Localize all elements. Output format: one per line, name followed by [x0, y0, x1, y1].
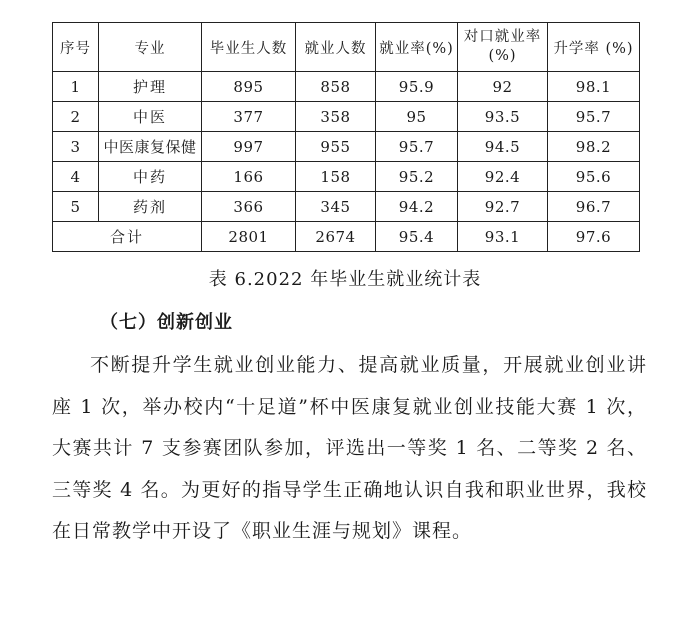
cell-no: 3	[53, 132, 99, 162]
cell-further-study-rate: 95.7	[548, 102, 640, 132]
cell-employment-rate: 94.2	[376, 192, 458, 222]
cell-no: 4	[53, 162, 99, 192]
table-row	[53, 102, 640, 132]
employment-stats-table	[52, 22, 640, 252]
cell-major: 中医	[99, 102, 202, 132]
header-match-rate: 对口就业率 (%)	[458, 23, 548, 72]
table-caption: 表 6.2022 年毕业生就业统计表	[208, 269, 482, 290]
cell-total-match-rate: 93.1	[458, 222, 548, 252]
cell-match-rate: 93.5	[458, 102, 548, 132]
cell-graduates: 895	[202, 72, 296, 102]
cell-match-rate: 92.7	[458, 192, 548, 222]
cell-no: 5	[53, 192, 99, 222]
cell-employed: 955	[296, 132, 376, 162]
cell-major: 中医康复保健	[99, 132, 202, 162]
cell-total-employment-rate: 95.4	[376, 222, 458, 252]
cell-employed: 345	[296, 192, 376, 222]
cell-total-further-study-rate: 97.6	[548, 222, 640, 252]
cell-major: 药剂	[99, 192, 202, 222]
cell-match-rate: 92	[458, 72, 548, 102]
cell-employment-rate: 95.9	[376, 72, 458, 102]
table-row	[53, 132, 640, 162]
cell-total-graduates: 2801	[202, 222, 296, 252]
table-total-row	[53, 222, 640, 252]
cell-major: 护理	[99, 72, 202, 102]
cell-further-study-rate: 95.6	[548, 162, 640, 192]
header-graduates: 毕业生人数	[202, 23, 296, 72]
cell-total-employed: 2674	[296, 222, 376, 252]
header-employment-rate: 就业率(%)	[376, 23, 458, 72]
table-row	[53, 72, 640, 102]
body-paragraph: 不断提升学生就业创业能力、提高就业质量，开展就业创业讲座 1 次，举办校内“十足道”杯中医康复就业创业技能大赛 1 次，大赛共计 7 支参赛团队参加，评选出一等奖 1 名、二等奖 2 名、三等奖 4 名。为更好的指导学生正确地认识自我和职业世界，我校在日常教学中开设了《职业生涯与规划》课程。	[52, 354, 647, 543]
table-row	[53, 162, 640, 192]
cell-further-study-rate: 98.2	[548, 132, 640, 162]
cell-employed: 858	[296, 72, 376, 102]
cell-graduates: 166	[202, 162, 296, 192]
header-no: 序号	[53, 23, 99, 72]
cell-graduates: 997	[202, 132, 296, 162]
cell-no: 2	[53, 102, 99, 132]
cell-employment-rate: 95	[376, 102, 458, 132]
header-major: 专业	[99, 23, 202, 72]
cell-graduates: 377	[202, 102, 296, 132]
header-further-study-rate: 升学率 (%)	[548, 23, 640, 72]
cell-employment-rate: 95.2	[376, 162, 458, 192]
cell-major: 中药	[99, 162, 202, 192]
cell-total-label: 合计	[53, 222, 202, 252]
table-header-row	[53, 23, 640, 72]
cell-no: 1	[53, 72, 99, 102]
cell-employed: 358	[296, 102, 376, 132]
cell-match-rate: 94.5	[458, 132, 548, 162]
header-employed: 就业人数	[296, 23, 376, 72]
cell-employment-rate: 95.7	[376, 132, 458, 162]
cell-match-rate: 92.4	[458, 162, 548, 192]
cell-graduates: 366	[202, 192, 296, 222]
section-heading: （七）创新创业	[100, 312, 233, 333]
table-row	[53, 192, 640, 222]
cell-further-study-rate: 98.1	[548, 72, 640, 102]
cell-employed: 158	[296, 162, 376, 192]
cell-further-study-rate: 96.7	[548, 192, 640, 222]
